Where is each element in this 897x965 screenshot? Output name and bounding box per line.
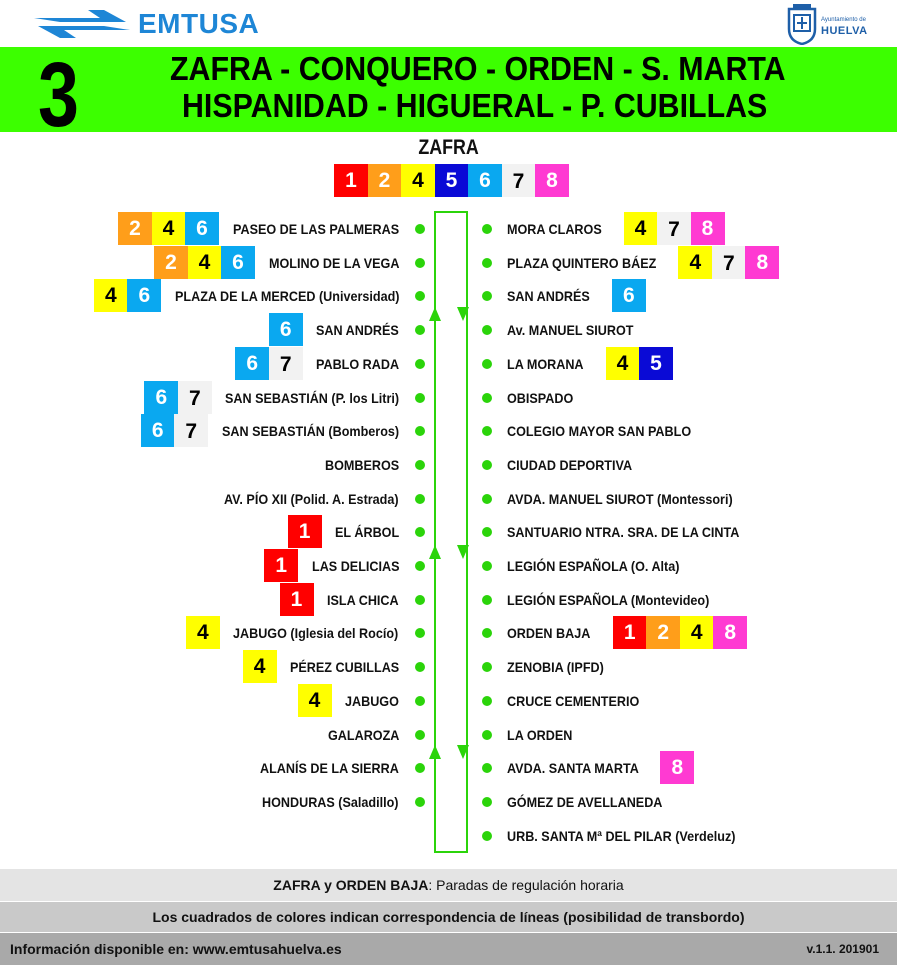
line-badge-7: 7 [269,347,303,380]
stop-dot [482,527,492,537]
legend-note: Los cuadrados de colores indican correspondencia de líneas (posibilidad de transbordo) [0,902,897,932]
line-badge-4: 4 [624,212,658,245]
stop-name: LEGIÓN ESPAÑOLA (O. Alta) [507,558,680,574]
line-badge-6: 6 [612,279,646,312]
stop-name: Av. MANUEL SIUROT [507,322,634,339]
line-badge-4: 4 [243,650,277,683]
stop-name: JABUGO [345,692,399,709]
line-badge-4: 4 [298,684,332,717]
stop-name: SANTUARIO NTRA. SRA. DE LA CINTA [507,524,740,541]
line-badge-4: 4 [94,279,128,312]
stop-name: ZENOBIA (IPFD) [507,659,604,676]
stop-dot [482,595,492,605]
line-badge-8: 8 [713,616,747,649]
stop-name: AVDA. MANUEL SIUROT (Montessori) [507,490,733,507]
arrow-down-icon [457,545,469,559]
stop-dot [415,359,425,369]
line-badge-7: 7 [502,164,536,197]
arrow-down-icon [457,307,469,321]
line-badge-7: 7 [712,246,746,279]
stop-dot [415,325,425,335]
stop-name: CIUDAD DEPORTIVA [507,456,633,473]
stop-name: URB. SANTA Mª DEL PILAR (Verdeluz) [507,827,736,844]
line-badge-8: 8 [691,212,725,245]
stop-dot [415,763,425,773]
stop-dot [482,460,492,470]
terminal-name: ZAFRA [418,136,479,159]
stop-dot [482,291,492,301]
stop-name: JABUGO (Iglesia del Rocío) [233,625,399,642]
line-badge-6: 6 [269,313,303,346]
line-badge-7: 7 [174,414,208,447]
line-badge-4: 4 [152,212,186,245]
stop-name: MORA CLAROS [507,221,602,237]
stop-dot [482,224,492,234]
line-badge-5: 5 [639,347,673,380]
arrow-down-icon [457,745,469,759]
stop-name: ALANÍS DE LA SIERRA [260,760,400,777]
info-bar [0,933,897,965]
stop-dot [482,696,492,706]
stop-dot [415,393,425,403]
stop-name: BOMBEROS [325,456,400,473]
stop-dot [415,696,425,706]
stop-dot [482,763,492,773]
stop-name: GÓMEZ DE AVELLANEDA [507,793,663,810]
stop-name: COLEGIO MAYOR SAN PABLO [507,423,692,440]
stop-dot [482,831,492,841]
line-badge-2: 2 [646,616,680,649]
stop-name: ORDEN BAJA [507,625,591,642]
line-badge-8: 8 [660,751,694,784]
line-badge-6: 6 [468,164,502,197]
emtusa-logo [30,6,300,42]
line-badge-6: 6 [141,414,175,447]
line-badge-4: 4 [188,246,222,279]
stop-dot [415,291,425,301]
stop-name: LEGIÓN ESPAÑOLA (Montevideo) [507,591,710,608]
brand-name: EMTUSA [138,8,260,39]
stop-name: GALAROZA [327,726,400,743]
stop-dot [415,494,425,504]
stop-name: PABLO RADA [316,355,400,372]
stop-dot [415,561,425,571]
stop-name: PLAZA QUINTERO BÁEZ [507,254,657,271]
stop-dot [415,258,425,268]
stop-dot [415,460,425,470]
line-badge-2: 2 [154,246,188,279]
line-badge-6: 6 [221,246,255,279]
stop-dot [415,730,425,740]
stop-name: SAN SEBASTIÁN (Bomberos) [221,423,399,440]
huelva-crest [785,3,885,45]
line-badge-8: 8 [745,246,779,279]
stop-dot [482,730,492,740]
stop-name: LA ORDEN [507,726,573,743]
line-badge-6: 6 [144,381,178,414]
line-badge-2: 2 [368,164,402,197]
stop-dot [482,258,492,268]
line-badge-4: 4 [606,347,640,380]
arrow-up-icon [429,745,441,759]
line-badge-5: 5 [435,164,469,197]
stop-dot [482,628,492,638]
stop-dot [482,494,492,504]
line-number: 3 [38,44,79,146]
line-badge-1: 1 [280,583,314,616]
line-badge-8: 8 [535,164,569,197]
stop-dot [415,527,425,537]
stop-dot [482,393,492,403]
stop-name: PLAZA DE LA MERCED (Universidad) [174,288,400,305]
line-badge-1: 1 [264,549,298,582]
stop-name: PÉREZ CUBILLAS [290,659,400,676]
stop-name: AVDA. SANTA MARTA [507,760,639,777]
stop-name: AV. PÍO XII (Polid. A. Estrada) [224,490,399,507]
line-badge-6: 6 [235,347,269,380]
crest-icon [785,3,819,45]
stop-name: SAN ANDRÉS [316,322,400,339]
line-badge-4: 4 [186,616,220,649]
stop-dot [482,797,492,807]
emtusa-logo-icon [30,6,134,42]
line-badge-6: 6 [127,279,161,312]
line-badge-4: 4 [680,616,714,649]
stop-dot [415,628,425,638]
line-badge-4: 4 [678,246,712,279]
stop-name: HONDURAS (Saladillo) [262,793,399,810]
regulation-text: : Paradas de regulación horaria [428,877,624,893]
stop-name: PASEO DE LAS PALMERAS [232,221,399,237]
regulation-stops: ZAFRA y ORDEN BAJA [273,877,429,893]
stop-dot [415,426,425,436]
stop-name: ISLA CHICA [327,591,399,608]
version-label: v.1.1. 201901 [806,942,879,956]
line-badge-7: 7 [657,212,691,245]
route-line-2: HISPANIDAD - HIGUERAL - P. CUBILLAS [182,87,768,124]
stop-dot [415,224,425,234]
line-badge-2: 2 [118,212,152,245]
stop-dot [415,797,425,807]
line-badge-4: 4 [401,164,435,197]
route-line-1: ZAFRA - CONQUERO - ORDEN - S. MARTA [170,50,786,87]
stop-name: LAS DELICIAS [311,558,400,574]
line-badge-1: 1 [334,164,368,197]
crest-city: HUELVA [821,25,868,37]
stop-dot [482,561,492,571]
line-badge-1: 1 [613,616,647,649]
regulation-note [0,869,897,901]
stop-dot [482,325,492,335]
stop-name: OBISPADO [507,389,574,406]
stop-dot [482,662,492,672]
info-link[interactable]: Información disponible en: www.emtusahuelva.es [10,941,342,957]
crest-subtitle: Ayuntamiento de [821,17,866,23]
line-badge-1: 1 [288,515,322,548]
route-banner [0,44,897,146]
stop-name: LA MORANA [507,355,584,372]
stop-dot [482,426,492,436]
stop-name: MOLINO DE LA VEGA [268,254,399,271]
stop-dot [415,662,425,672]
stop-name: SAN ANDRÉS [507,288,590,305]
stop-name: CRUCE CEMENTERIO [507,692,640,709]
line-badge-6: 6 [185,212,219,245]
stop-name: EL ÁRBOL [335,524,400,541]
stop-dot [482,359,492,369]
stop-dot [415,595,425,605]
stop-name: SAN SEBASTIÁN (P. los Litri) [225,389,400,406]
arrow-up-icon [429,307,441,321]
arrow-up-icon [429,545,441,559]
line-badge-7: 7 [178,381,212,414]
